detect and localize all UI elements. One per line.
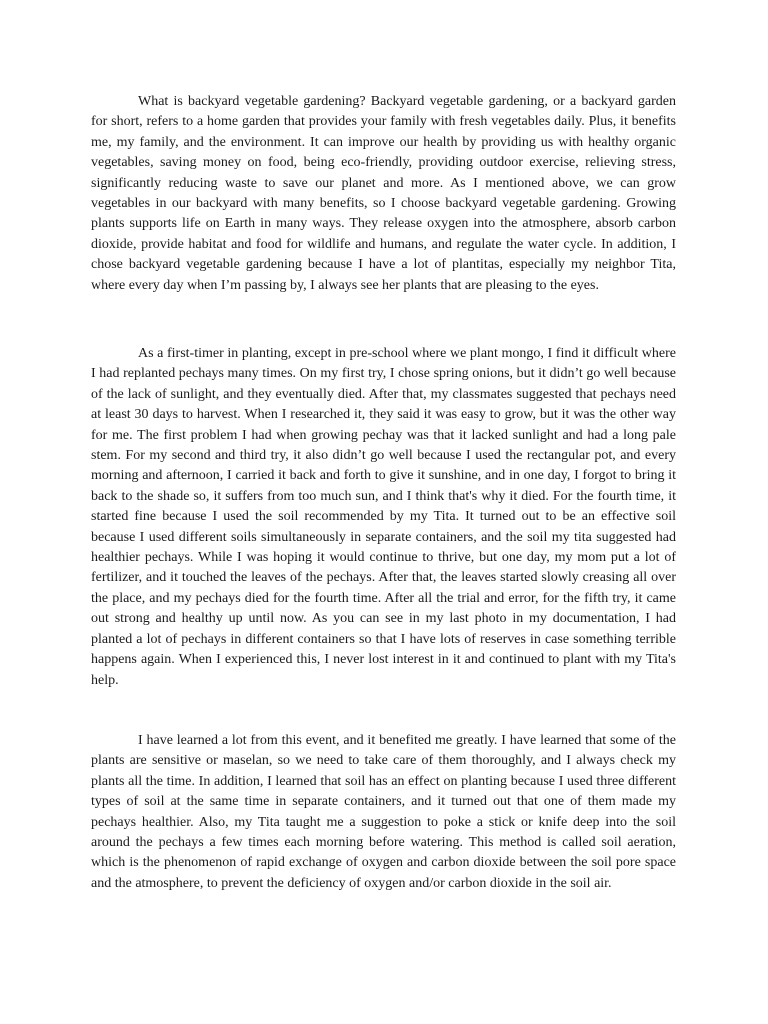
paragraph-planting-experience: As a first-timer in planting, except in pre-school where we plant mongo, I find it difficult where I had replanted pechays many times. On my first try, I chose spring onions, but it didn’t go well because of the lack of sunlight, and they eventually died. After that, my classmates suggested that pechays need at least 30 days to harvest. When I researched it, they said it was easy to grow, but it was the other way for me. The first problem I had when growing pechay was that it lacked sunlight and had a long pale stem. For my second and third try, it also didn’t go well because I used the rectangular pot, and every morning and afternoon, I carried it back and forth to give it sunshine, and in one day, I forgot to bring it back to the shade so, it suffers from too much sun, and I think that's why it died. For the fourth time, it started fine because I used the soil recommended by my Tita. It turned out to be an effective soil because I used different soils simultaneously in separate containers, and the soil my tita suggested had healthier pechays. While I was hoping it would continue to thrive, but one day, my mom put a lot of fertilizer, and it touched the leaves of the pechays. After that, the leaves started slowly creasing all over the place, and my pechays died for the fourth time. After all the trial and error, for the fifth try, it came out strong and healthy up until now. As you can see in my last photo in my documentation, I had planted a lot of pechays in different containers so that I have lots of reserves in case something terrible happens again. When I experienced this, I never lost interest in it and continued to plant with my Tita's help. <box>91 346 676 688</box>
paragraph-backyard-gardening: What is backyard vegetable gardening? Backyard vegetable gardening, or a backyard garden for short, refers to a home garden that provides your family with fresh vegetables daily. Plus, it benefits me, my family, and the environment. It can improve our health by providing us with healthy organic vegetables, saving money on food, being eco-friendly, providing outdoor exercise, relieving stress, significantly reducing waste to save our planet and more. As I mentioned above, we can grow vegetables in our backyard with many benefits, so I choose backyard vegetable gardening. Growing plants supports life on Earth in many ways. They release oxygen into the atmosphere, absorb carbon dioxide, provide habitat and food for wildlife and humans, and regulate the water cycle. In addition, I chose backyard vegetable gardening because I have a lot of plantitas, especially my neighbor Tita, where every day when I’m passing by, I always see her plants that are pleasing to the eyes. <box>91 94 676 293</box>
paragraph-lessons-learned: I have learned a lot from this event, and it benefited me greatly. I have learned that some of the plants are sensitive or maselan, so we need to take care of them thoroughly, and I always check my plants all the time. In addition, I learned that soil has an effect on planting because I used three different types of soil at the same time in separate containers, and it turned out that one of them made my pechays healthier. Also, my Tita taught me a suggestion to poke a stick or knife deep into the soil around the pechays a few times each morning before watering. This method is called soil aeration, which is the phenomenon of rapid exchange of oxygen and carbon dioxide between the soil pore space and the atmosphere, to prevent the deficiency of oxygen and/or carbon dioxide in the soil air. <box>91 733 676 891</box>
